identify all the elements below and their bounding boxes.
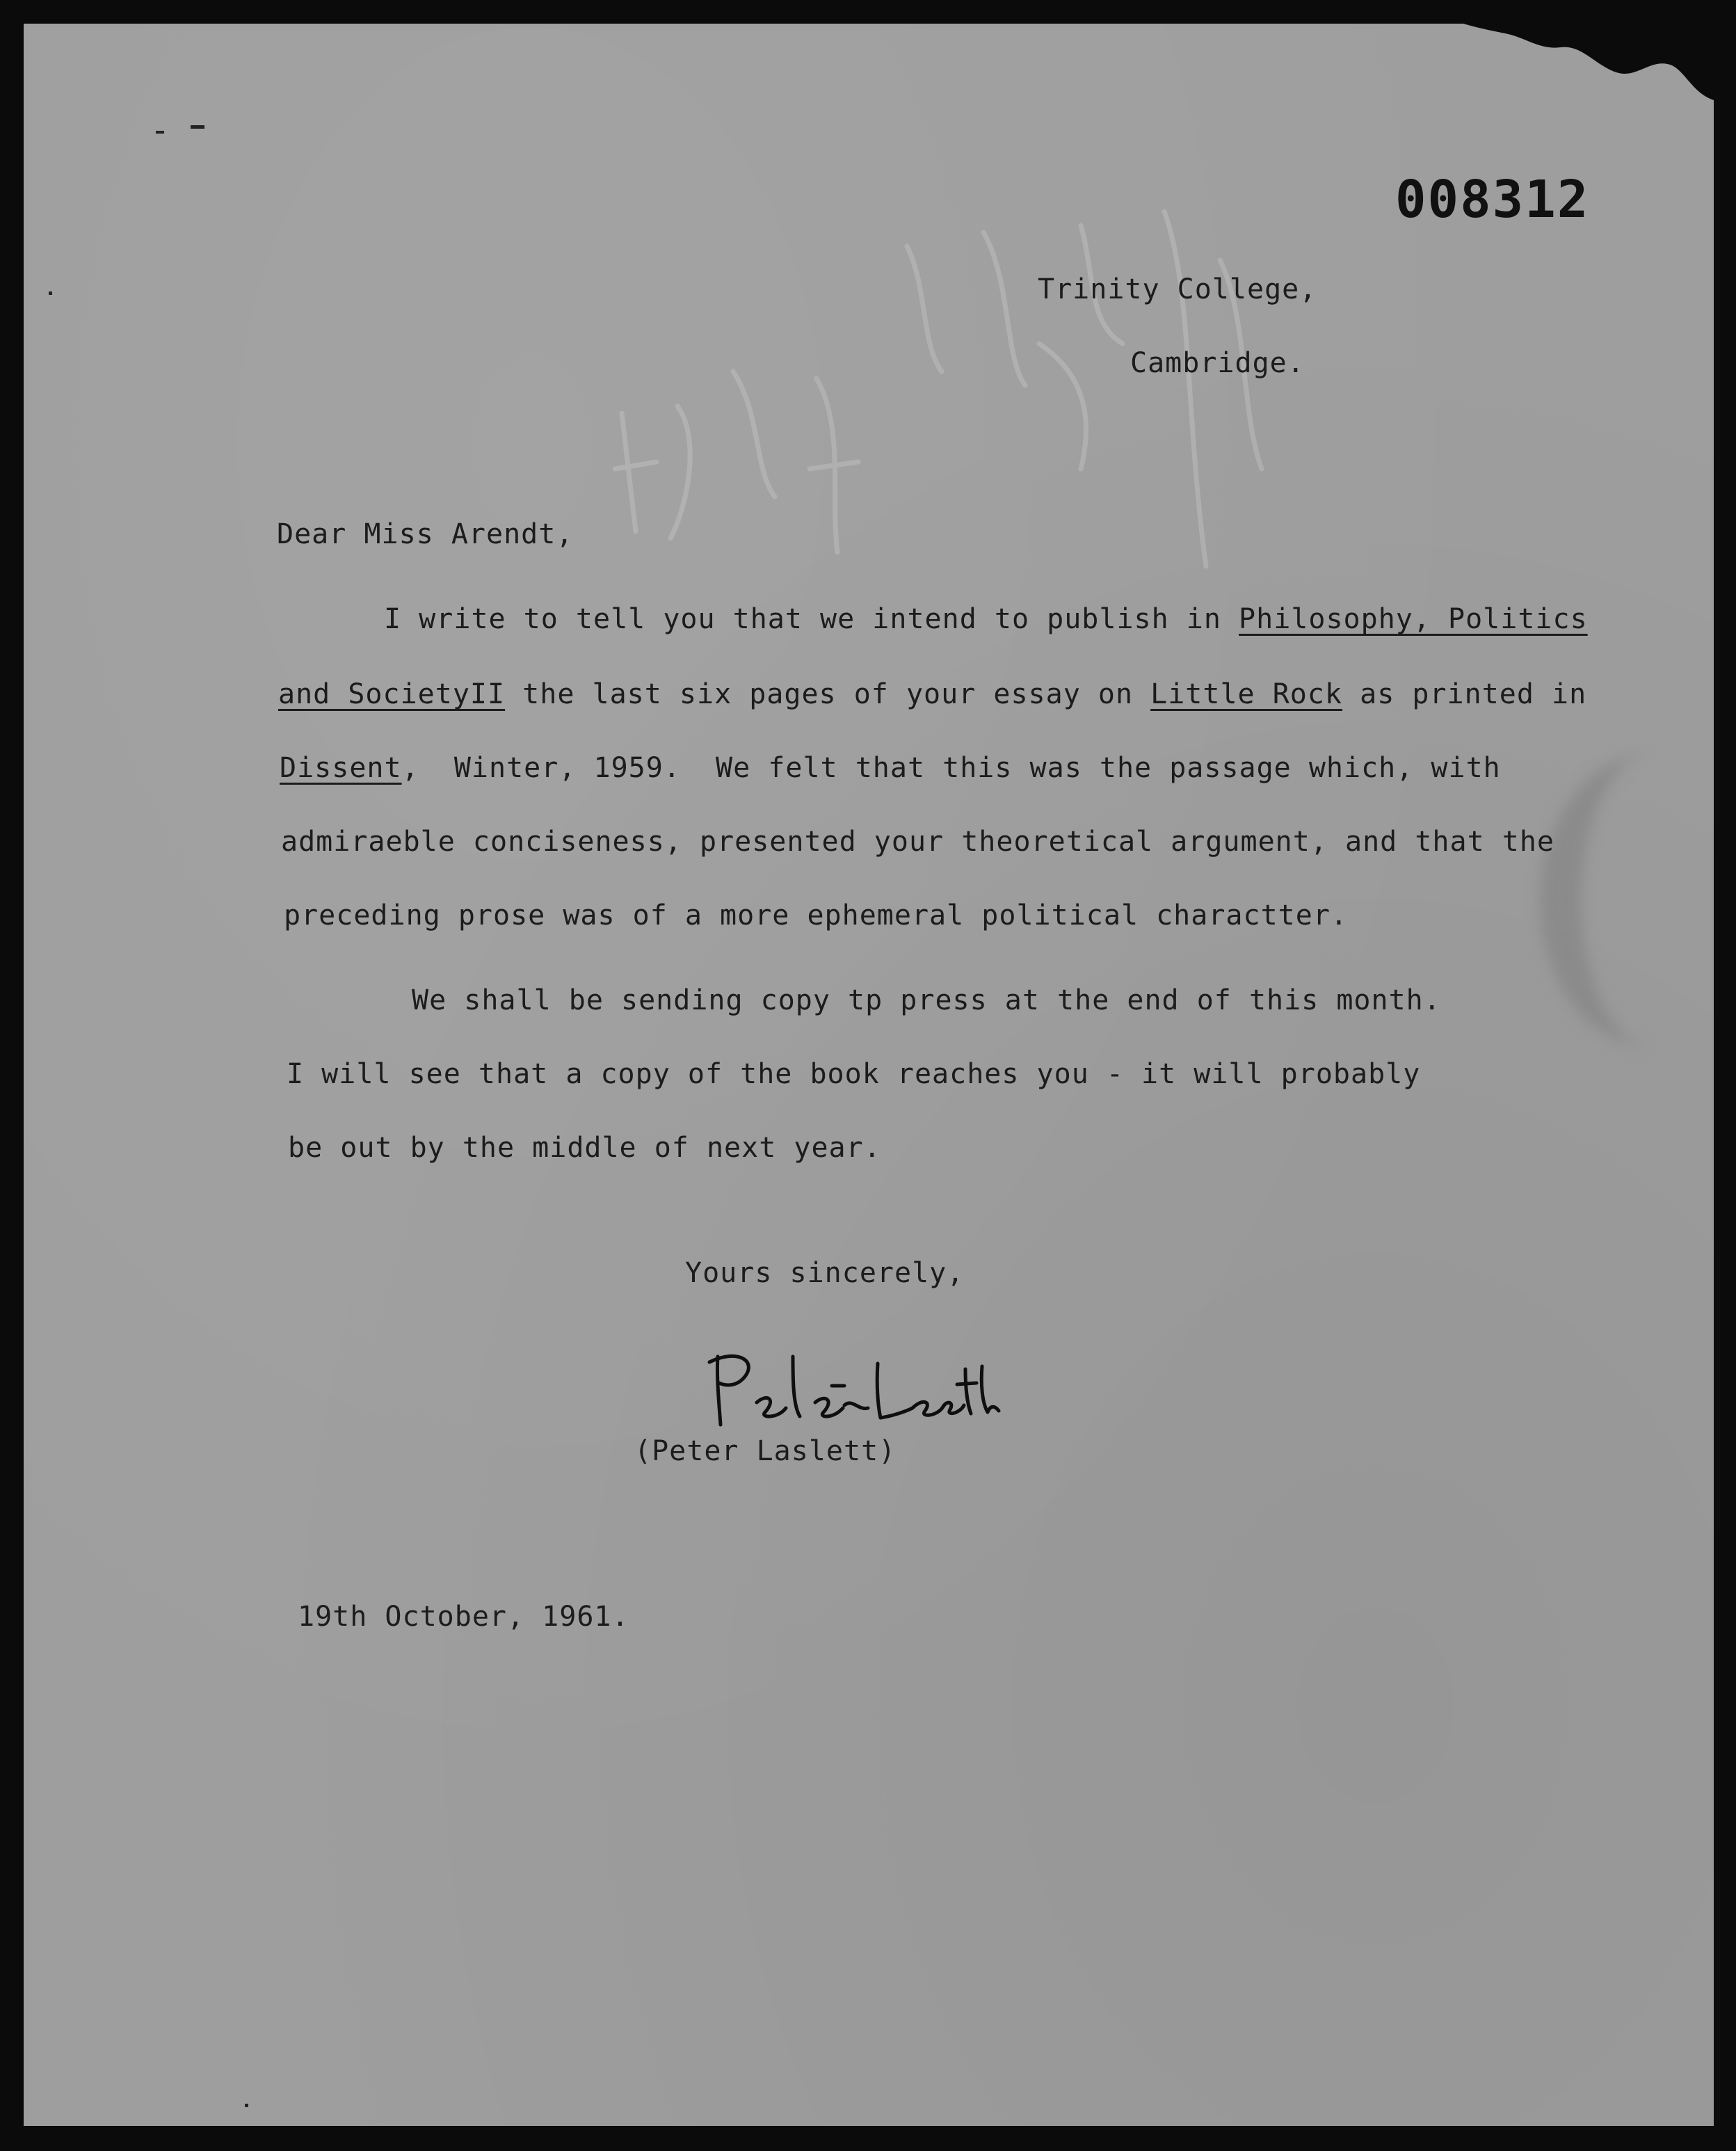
handwritten-signature <box>696 1336 1002 1433</box>
stray-mark <box>49 291 52 295</box>
book-title: Philosophy, Politics <box>1239 603 1588 635</box>
body-line <box>278 680 1586 708</box>
body-line: I will see that a copy of the book reaches you - it will probably <box>287 1058 1421 1090</box>
address-line-1: Trinity College, <box>1038 273 1317 305</box>
document-number: 008312 <box>1395 170 1590 230</box>
bleed-through-handwriting <box>594 205 1359 650</box>
body-line <box>280 754 1501 782</box>
stray-mark <box>156 131 164 134</box>
body-line <box>384 605 1588 633</box>
closing: Yours sincerely, <box>685 1257 965 1289</box>
letter-date: 19th October, 1961. <box>298 1601 629 1633</box>
body-line: We shall be sending copy tp press at the end of this month. <box>412 984 1441 1016</box>
body-text: I write to tell you that we intend to publish in <box>384 603 1239 635</box>
torn-corner <box>1463 24 1714 100</box>
signatory-name: (Peter Laslett) <box>634 1435 897 1467</box>
book-title: and SocietyII <box>278 678 506 710</box>
essay-title: Little Rock <box>1150 678 1343 710</box>
stray-mark <box>245 2104 248 2107</box>
body-line: be out by the middle of next year. <box>288 1132 881 1164</box>
journal-title: Dissent <box>280 752 402 784</box>
body-text: as printed in <box>1342 678 1587 710</box>
body-line: preceding prose was of a more ephemeral political charactter. <box>284 899 1349 931</box>
address-line-2: Cambridge. <box>1130 347 1305 379</box>
body-line: admiraeble conciseness, presented your theoretical argument, and that the <box>281 826 1554 858</box>
body-text: , Winter, 1959. We felt that this was the passage which, with <box>401 752 1501 784</box>
stray-mark <box>191 125 204 129</box>
smudge-mark <box>1540 754 1736 1046</box>
body-text: the last six pages of your essay on <box>505 678 1151 710</box>
salutation: Dear Miss Arendt, <box>277 518 574 550</box>
